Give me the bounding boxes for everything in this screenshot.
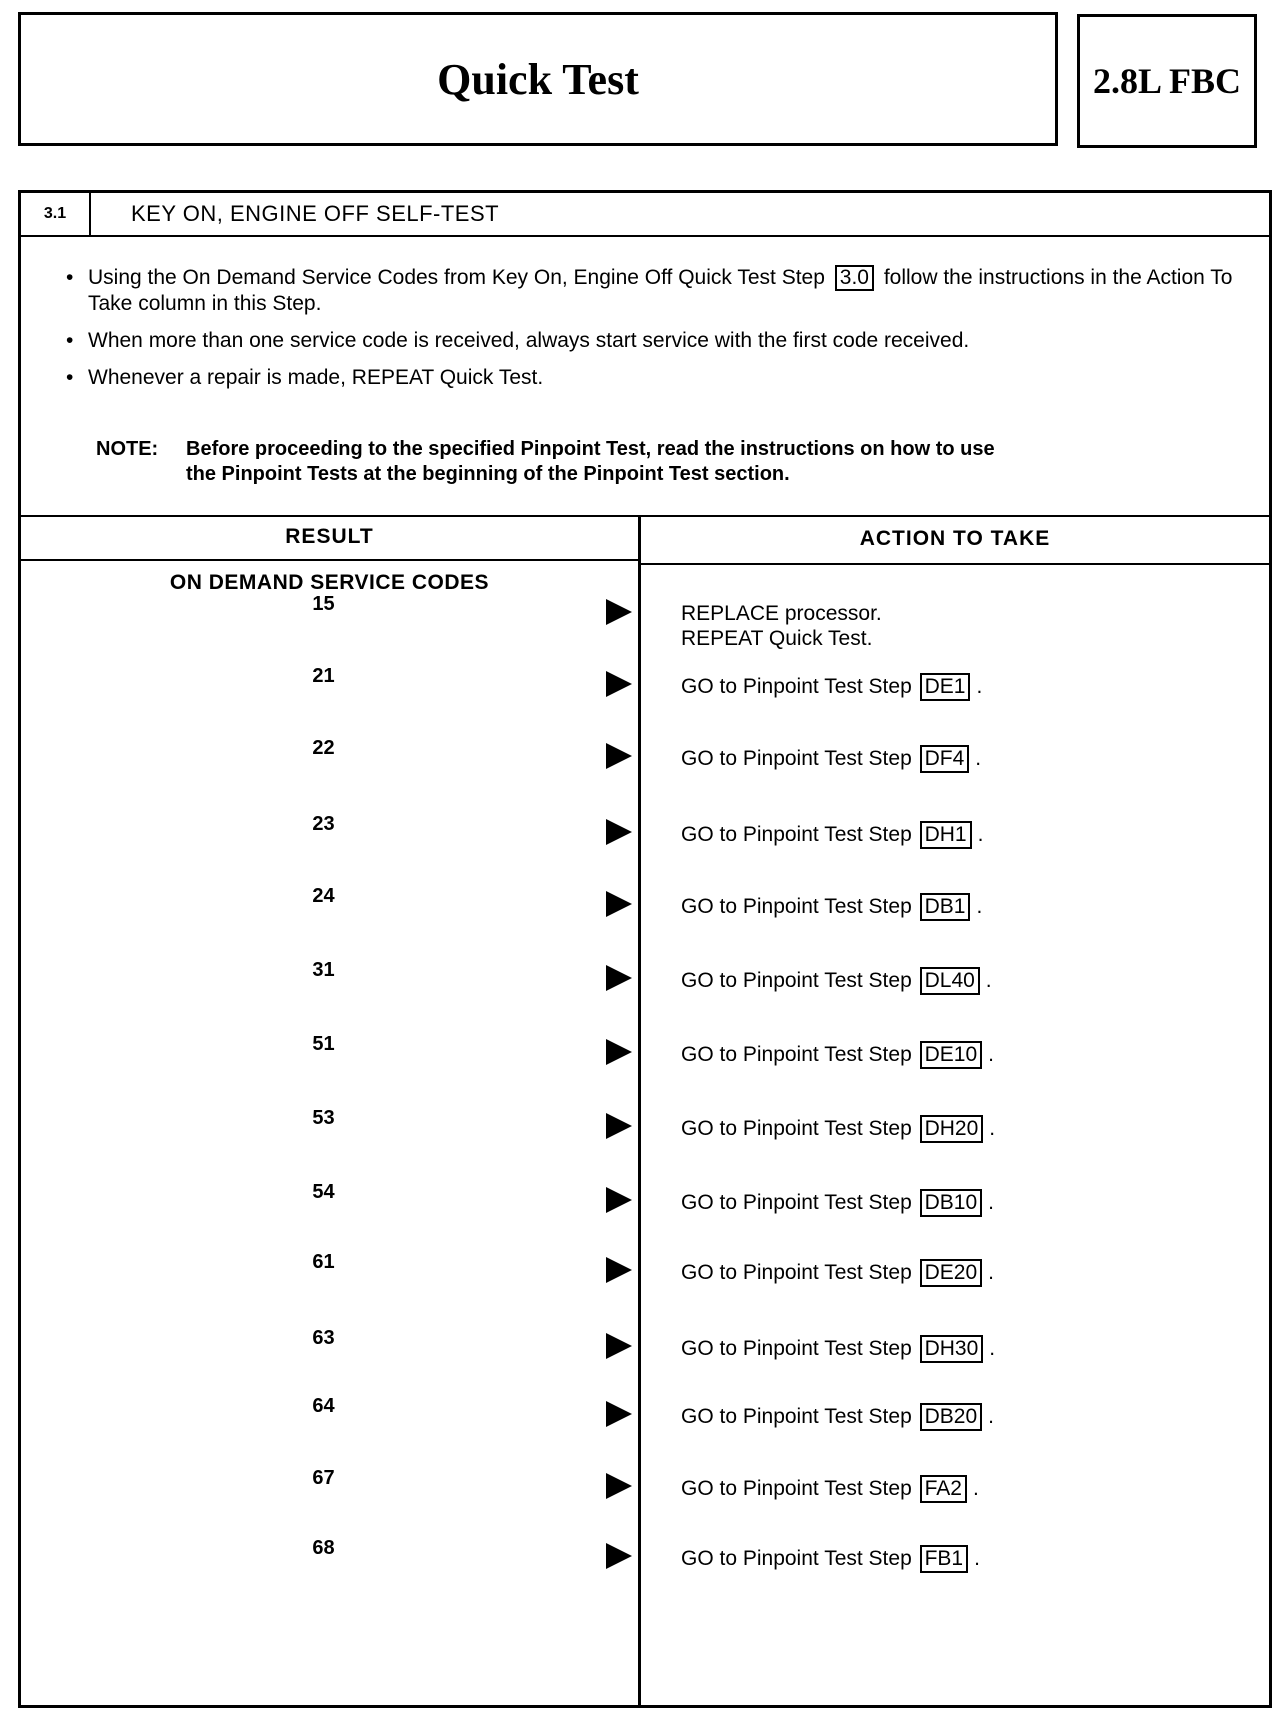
action-text bbox=[681, 601, 882, 651]
service-code: 23 bbox=[312, 813, 335, 835]
table-row bbox=[21, 737, 1269, 797]
period: . bbox=[989, 1117, 996, 1140]
page-title: Quick Test bbox=[437, 54, 639, 104]
table-row bbox=[21, 1181, 1269, 1241]
service-code: 31 bbox=[312, 959, 335, 981]
period: . bbox=[977, 823, 984, 846]
step-panel bbox=[18, 190, 1272, 1708]
table-row bbox=[21, 1107, 1269, 1167]
action-prefix: GO to Pinpoint Test Step bbox=[681, 747, 912, 770]
pinpoint-step-ref: DB20 bbox=[920, 1403, 983, 1431]
arrow-icon bbox=[606, 1543, 632, 1569]
result-header: RESULT bbox=[21, 515, 638, 561]
table-row bbox=[21, 593, 1269, 653]
action-text bbox=[681, 1259, 994, 1287]
service-code: 64 bbox=[312, 1395, 335, 1417]
note-line-2: the Pinpoint Tests at the beginning of the Pinpoint Test section. bbox=[186, 463, 790, 485]
arrow-icon bbox=[606, 891, 632, 917]
action-prefix: GO to Pinpoint Test Step bbox=[681, 1261, 912, 1284]
action-prefix: GO to Pinpoint Test Step bbox=[681, 1547, 912, 1570]
period: . bbox=[988, 1191, 994, 1214]
arrow-icon bbox=[606, 819, 632, 845]
action-prefix: GO to Pinpoint Test Step bbox=[681, 1043, 912, 1066]
engine-box bbox=[1077, 14, 1257, 148]
action-text bbox=[681, 893, 982, 921]
period: . bbox=[989, 1337, 996, 1360]
pinpoint-step-ref: DE10 bbox=[920, 1041, 983, 1069]
action-prefix: GO to Pinpoint Test Step bbox=[681, 823, 912, 846]
table-row bbox=[21, 665, 1269, 725]
pinpoint-step-ref: DH1 bbox=[920, 821, 972, 849]
pinpoint-step-ref: FB1 bbox=[920, 1545, 969, 1573]
table-row bbox=[21, 1033, 1269, 1093]
arrow-icon bbox=[606, 1113, 632, 1139]
table-row bbox=[21, 959, 1269, 1019]
bullet-icon: • bbox=[66, 329, 74, 352]
arrow-icon bbox=[606, 1473, 632, 1499]
service-code: 68 bbox=[312, 1537, 335, 1559]
action-prefix: GO to Pinpoint Test Step bbox=[681, 1405, 912, 1428]
instruction-item: • Using the On Demand Service Codes from Key On, Engine Off Quick Test Step 3.0 follow the instructions in the Action To Take column in this Step. bbox=[66, 266, 1233, 315]
pinpoint-step-ref: DB1 bbox=[920, 893, 971, 921]
action-prefix: GO to Pinpoint Test Step bbox=[681, 675, 912, 698]
action-prefix: GO to Pinpoint Test Step bbox=[681, 1337, 912, 1360]
action-prefix: GO to Pinpoint Test Step bbox=[681, 1117, 912, 1140]
instruction-list bbox=[66, 265, 1236, 402]
instruction-item: • When more than one service code is received, always start service with the first code received. bbox=[66, 329, 970, 352]
action-text bbox=[681, 673, 982, 701]
pinpoint-step-ref: DE1 bbox=[920, 673, 971, 701]
period: . bbox=[988, 1043, 994, 1066]
action-text bbox=[681, 1115, 995, 1143]
period: . bbox=[988, 1261, 994, 1284]
service-code: 22 bbox=[312, 737, 335, 759]
step-number: 3.1 bbox=[21, 193, 91, 235]
service-code: 53 bbox=[312, 1107, 335, 1129]
arrow-icon bbox=[606, 1187, 632, 1213]
table-row bbox=[21, 1327, 1269, 1387]
table-row bbox=[21, 813, 1269, 873]
pinpoint-step-ref: DF4 bbox=[920, 745, 970, 773]
period: . bbox=[975, 747, 982, 770]
service-code: 51 bbox=[312, 1033, 335, 1055]
action-line: REPEAT Quick Test. bbox=[681, 627, 873, 650]
pinpoint-step-ref: DL40 bbox=[920, 967, 980, 995]
table-row bbox=[21, 885, 1269, 945]
instruction-item: • Whenever a repair is made, REPEAT Quick Test. bbox=[66, 366, 544, 389]
pinpoint-step-ref: DH20 bbox=[920, 1115, 984, 1143]
arrow-icon bbox=[606, 1401, 632, 1427]
arrow-icon bbox=[606, 599, 632, 625]
action-text bbox=[681, 1041, 994, 1069]
service-code: 54 bbox=[312, 1181, 335, 1203]
service-code: 24 bbox=[312, 885, 335, 907]
note-label: NOTE: bbox=[96, 438, 159, 460]
arrow-icon bbox=[606, 1257, 632, 1283]
arrow-icon bbox=[606, 965, 632, 991]
action-line: REPLACE processor. bbox=[681, 602, 882, 625]
action-text bbox=[681, 1189, 994, 1217]
pinpoint-step-ref: DH30 bbox=[920, 1335, 984, 1363]
period: . bbox=[988, 1405, 994, 1428]
arrow-icon bbox=[606, 671, 632, 697]
action-prefix: GO to Pinpoint Test Step bbox=[681, 1477, 912, 1500]
period: . bbox=[976, 675, 983, 698]
action-text bbox=[681, 1475, 979, 1503]
period: . bbox=[985, 969, 992, 992]
bullet-icon: • bbox=[66, 366, 74, 389]
action-prefix: GO to Pinpoint Test Step bbox=[681, 1191, 912, 1214]
service-code: 67 bbox=[312, 1467, 335, 1489]
pinpoint-step-ref: FA2 bbox=[920, 1475, 967, 1503]
service-code: 63 bbox=[312, 1327, 335, 1349]
action-text bbox=[681, 1403, 994, 1431]
table-row bbox=[21, 1395, 1269, 1455]
pinpoint-step-ref: DB10 bbox=[920, 1189, 983, 1217]
action-prefix: GO to Pinpoint Test Step bbox=[681, 895, 912, 918]
arrow-icon bbox=[606, 1039, 632, 1065]
arrow-icon bbox=[606, 1333, 632, 1359]
arrow-icon bbox=[606, 743, 632, 769]
action-text bbox=[681, 745, 981, 773]
instructions bbox=[21, 237, 1269, 517]
codes-label: ON DEMAND SERVICE CODES bbox=[169, 571, 490, 594]
action-prefix: GO to Pinpoint Test Step bbox=[681, 969, 912, 992]
table-row bbox=[21, 1251, 1269, 1311]
action-text bbox=[681, 1335, 995, 1363]
table-row bbox=[21, 1467, 1269, 1527]
title-box bbox=[18, 12, 1058, 146]
note-line-1: Before proceeding to the specified Pinpoint Test, read the instructions on how to use bbox=[186, 438, 995, 460]
bullet-icon: • bbox=[66, 266, 74, 289]
period: . bbox=[974, 1547, 980, 1570]
engine-label: 2.8L FBC bbox=[1092, 61, 1242, 101]
step-title: KEY ON, ENGINE OFF SELF-TEST bbox=[131, 201, 500, 226]
action-text bbox=[681, 1545, 980, 1573]
action-text bbox=[681, 821, 983, 849]
action-text bbox=[681, 967, 992, 995]
step-header bbox=[21, 193, 1269, 237]
note bbox=[96, 437, 1196, 487]
period: . bbox=[972, 1477, 979, 1500]
service-code: 61 bbox=[312, 1251, 335, 1273]
action-header: ACTION TO TAKE bbox=[641, 515, 1269, 565]
pinpoint-step-ref: DE20 bbox=[920, 1259, 983, 1287]
period: . bbox=[976, 895, 983, 918]
service-code: 21 bbox=[312, 665, 335, 687]
step-ref: 3.0 bbox=[835, 265, 874, 291]
service-code: 15 bbox=[312, 593, 335, 615]
table-row bbox=[21, 1537, 1269, 1597]
